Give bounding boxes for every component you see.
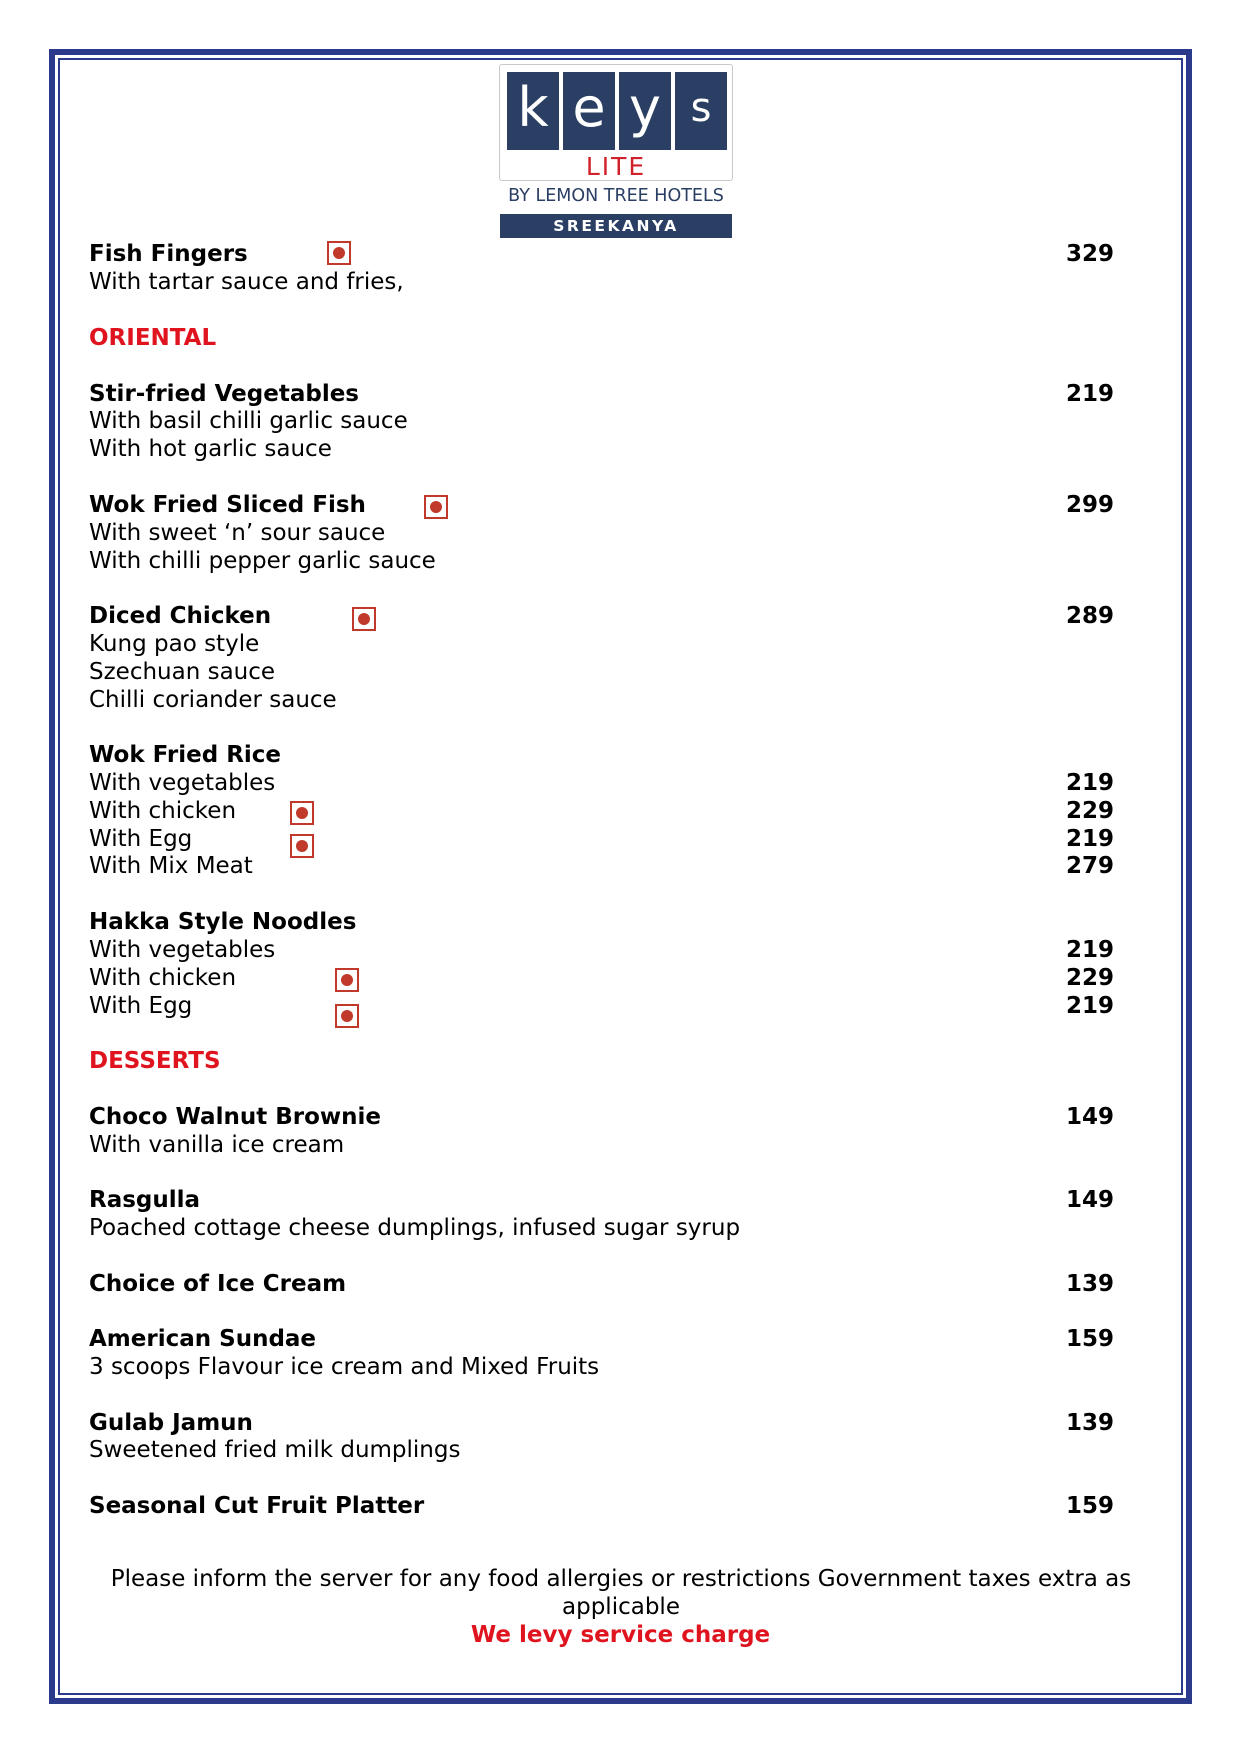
logo-tile: y (619, 72, 671, 150)
item-option: With Egg (89, 993, 193, 1019)
item-price: 149 (1066, 1104, 1115, 1130)
item-name: Rasgulla (89, 1187, 201, 1213)
item-option: With Egg (89, 826, 193, 852)
item-name: Fish Fingers (89, 241, 248, 267)
item-price: 289 (1066, 603, 1115, 629)
item-description: With tartar sauce and fries, (89, 269, 404, 295)
logo-tiles (507, 72, 727, 150)
logo-tile: e (563, 72, 615, 150)
non-veg-symbol-icon (335, 1004, 359, 1028)
item-price: 219 (1066, 381, 1115, 407)
item-name: Diced Chicken (89, 603, 272, 629)
item-description: With chilli pepper garlic sauce (89, 548, 436, 574)
item-description: Chilli coriander sauce (89, 687, 337, 713)
allergy-tax-note-cont: applicable (562, 1594, 680, 1620)
service-charge-note: We levy service charge (470, 1622, 771, 1648)
item-description: Kung pao style (89, 631, 260, 657)
item-price: 159 (1066, 1493, 1115, 1519)
item-description: 3 scoops Flavour ice cream and Mixed Fruits (89, 1354, 600, 1380)
item-price: 219 (1066, 937, 1115, 963)
non-veg-symbol-icon (424, 495, 448, 519)
item-option: With vegetables (89, 937, 276, 963)
item-description: With basil chilli garlic sauce (89, 408, 408, 434)
item-name: Choice of Ice Cream (89, 1271, 347, 1297)
item-price: 229 (1066, 965, 1115, 991)
logo-by-line: BY LEMON TREE HOTELS (508, 186, 724, 206)
section-heading-oriental: ORIENTAL (89, 325, 217, 351)
item-description: With vanilla ice cream (89, 1132, 345, 1158)
logo-tile: s (675, 72, 727, 150)
item-description: With sweet ‘n’ sour sauce (89, 520, 386, 546)
item-price: 159 (1066, 1326, 1115, 1352)
item-price: 219 (1066, 770, 1115, 796)
item-name: Gulab Jamun (89, 1410, 253, 1436)
item-option: With chicken (89, 798, 237, 824)
item-description: With hot garlic sauce (89, 436, 332, 462)
item-price: 299 (1066, 492, 1115, 518)
allergy-tax-note: Please inform the server for any food allergies or restrictions Government taxes extra as (110, 1566, 1132, 1592)
item-name: Choco Walnut Brownie (89, 1104, 381, 1130)
item-name: American Sundae (89, 1326, 317, 1352)
item-description: Szechuan sauce (89, 659, 276, 685)
non-veg-symbol-icon (352, 607, 376, 631)
non-veg-symbol-icon (327, 241, 351, 265)
non-veg-symbol-icon (290, 801, 314, 825)
item-option: With chicken (89, 965, 237, 991)
item-price: 139 (1066, 1410, 1115, 1436)
item-name: Wok Fried Sliced Fish (89, 492, 366, 518)
non-veg-symbol-icon (290, 834, 314, 858)
non-veg-symbol-icon (335, 968, 359, 992)
item-name: Hakka Style Noodles (89, 909, 357, 935)
logo-tile: k (507, 72, 559, 150)
item-description: Poached cottage cheese dumplings, infused sugar syrup (89, 1215, 741, 1241)
hotel-logo (499, 64, 733, 238)
item-price: 219 (1066, 826, 1115, 852)
item-name: Seasonal Cut Fruit Platter (89, 1493, 425, 1519)
item-name: Wok Fried Rice (89, 742, 282, 768)
logo-lite: LITE (585, 152, 647, 181)
section-heading-desserts: DESSERTS (89, 1048, 221, 1074)
item-price: 279 (1066, 853, 1115, 879)
item-description: Sweetened fried milk dumplings (89, 1437, 461, 1463)
item-price: 329 (1066, 241, 1115, 267)
item-price: 139 (1066, 1271, 1115, 1297)
item-price: 149 (1066, 1187, 1115, 1213)
item-price: 229 (1066, 798, 1115, 824)
item-price: 219 (1066, 993, 1115, 1019)
item-name: Stir-fried Vegetables (89, 381, 359, 407)
item-option: With Mix Meat (89, 853, 253, 879)
logo-location-band: SREEKANYA (500, 214, 732, 238)
item-option: With vegetables (89, 770, 276, 796)
